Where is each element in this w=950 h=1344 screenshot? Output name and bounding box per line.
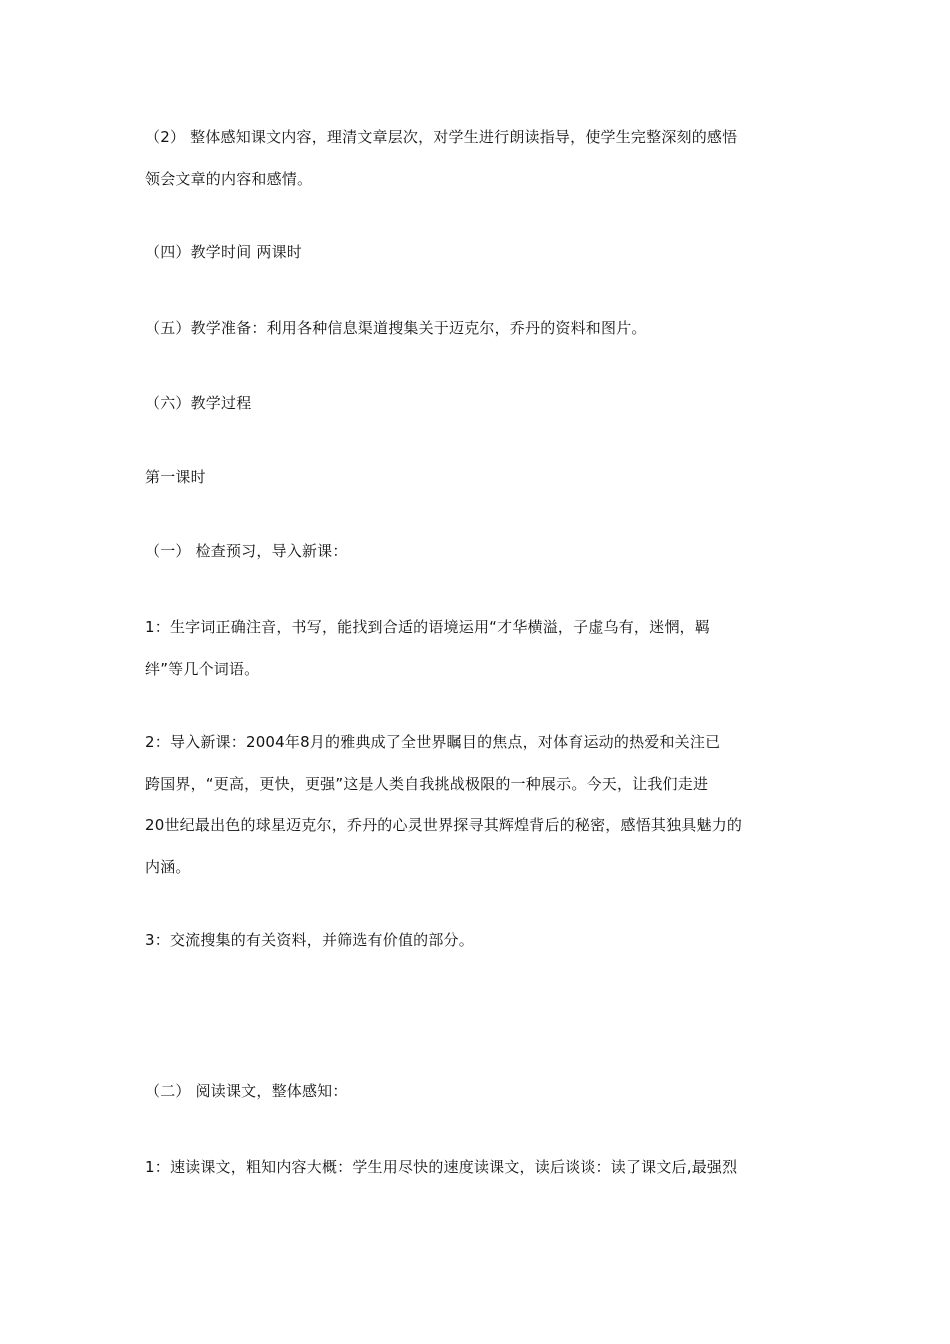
text-line: （二） 阅读课文，整体感知： — [145, 1082, 348, 1100]
text-line: 2：导入新课：2004年8月的雅典成了全世界瞩目的焦点，对体育运动的热爱和关注已 — [145, 733, 721, 751]
text-line: （五）教学准备：利用各种信息渠道搜集关于迈克尔，乔丹的资料和图片。 — [145, 319, 647, 337]
text-line: 领会文章的内容和感情。 — [145, 170, 313, 188]
text-line: 1：生字词正确注音，书写，能找到合适的语境运用“才华横溢，子虚乌有，迷惘，羁 — [145, 618, 710, 636]
text-line: （四）教学时间 两课时 — [145, 243, 302, 261]
text-line: 跨国界，“更高，更快，更强”这是人类自我挑战极限的一种展示。今天，让我们走进 — [145, 775, 709, 793]
text-line: 绊”等几个词语。 — [145, 660, 260, 678]
section-heading: 第一课时 — [145, 468, 206, 486]
text-line: （一） 检查预习，导入新课： — [145, 542, 348, 560]
text-line: 1：速读课文，粗知内容大概：学生用尽快的速度读课文，读后谈谈：读了课文后,最强烈 — [145, 1158, 738, 1176]
text-line: （六）教学过程 — [145, 394, 252, 412]
text-line: 20世纪最出色的球星迈克尔，乔丹的心灵世界探寻其辉煌背后的秘密，感悟其独具魅力的 — [145, 816, 743, 834]
text-line: 3：交流搜集的有关资料，并筛选有价值的部分。 — [145, 931, 474, 949]
text-line: （2） 整体感知课文内容，理清文章层次，对学生进行朗读指导，使学生完整深刻的感悟 — [145, 128, 738, 146]
text-line: 内涵。 — [145, 858, 191, 876]
